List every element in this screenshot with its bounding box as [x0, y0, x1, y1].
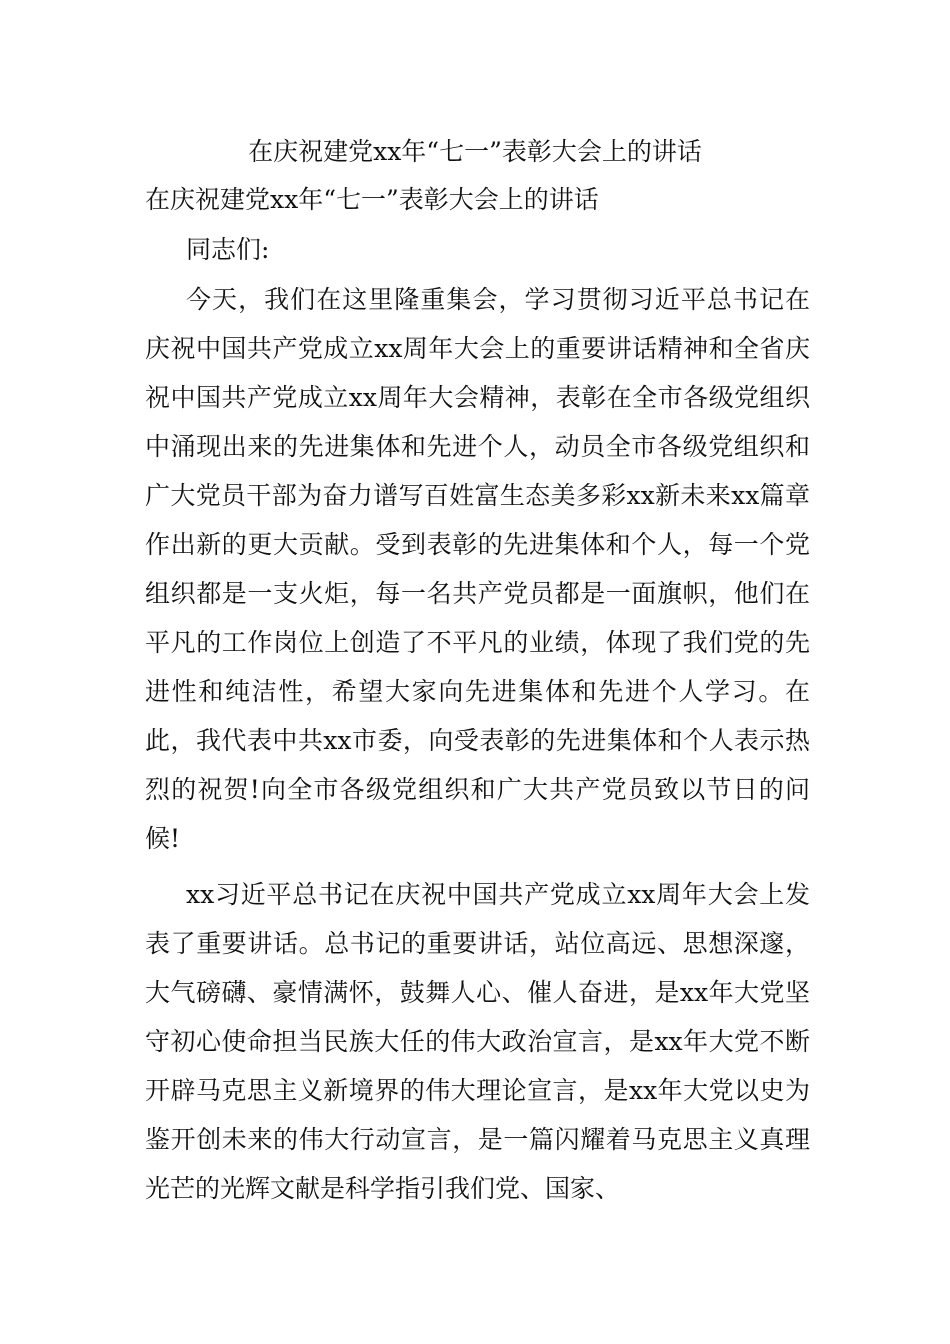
greeting-line: 同志们:	[186, 235, 270, 264]
document-title: 在庆祝建党xx年“七一”表彰大会上的讲话	[248, 137, 702, 166]
document-title-repeat: 在庆祝建党xx年“七一”表彰大会上的讲话	[145, 185, 599, 214]
body-paragraph-1: 今天，我们在这里隆重集会，学习贯彻习近平总书记在庆祝中国共产党成立xx周年大会上的重要讲话精神和全省庆祝中国共产党成立xx周年大会精神，表彰在全市各级党组织中涌现出来的先进集体和先进个人，动员全市各级党组织和广大党员干部为奋力谱写百姓富生态美多彩xx新未来xx篇章作出新的更大贡献。受到表彰的先进集体和个人，每一个党组织都是一支火炬，每一名共产党员都是一面旗帜，他们在平凡的工作岗位上创造了不平凡的业绩，体现了我们党的先进性和纯洁性，希望大家向先进集体和先进个人学习。在此，我代表中共xx市委，向受表彰的先进集体和个人表示热烈的祝贺!向全市各级党组织和广大共产党员致以节日的问候!	[145, 285, 810, 853]
body-paragraph-2: xx习近平总书记在庆祝中国共产党成立xx周年大会上发表了重要讲话。总书记的重要讲话，站位高远、思想深邃，大气磅礴、豪情满怀，鼓舞人心、催人奋进，是xx年大党坚守初心使命担当民族大任的伟大政治宣言，是xx年大党不断开辟马克思主义新境界的伟大理论宣言，是xx年大党以史为鉴开创未来的伟大行动宣言，是一篇闪耀着马克思主义真理光芒的光辉文献是科学指引我们党、国家、	[145, 880, 810, 1203]
